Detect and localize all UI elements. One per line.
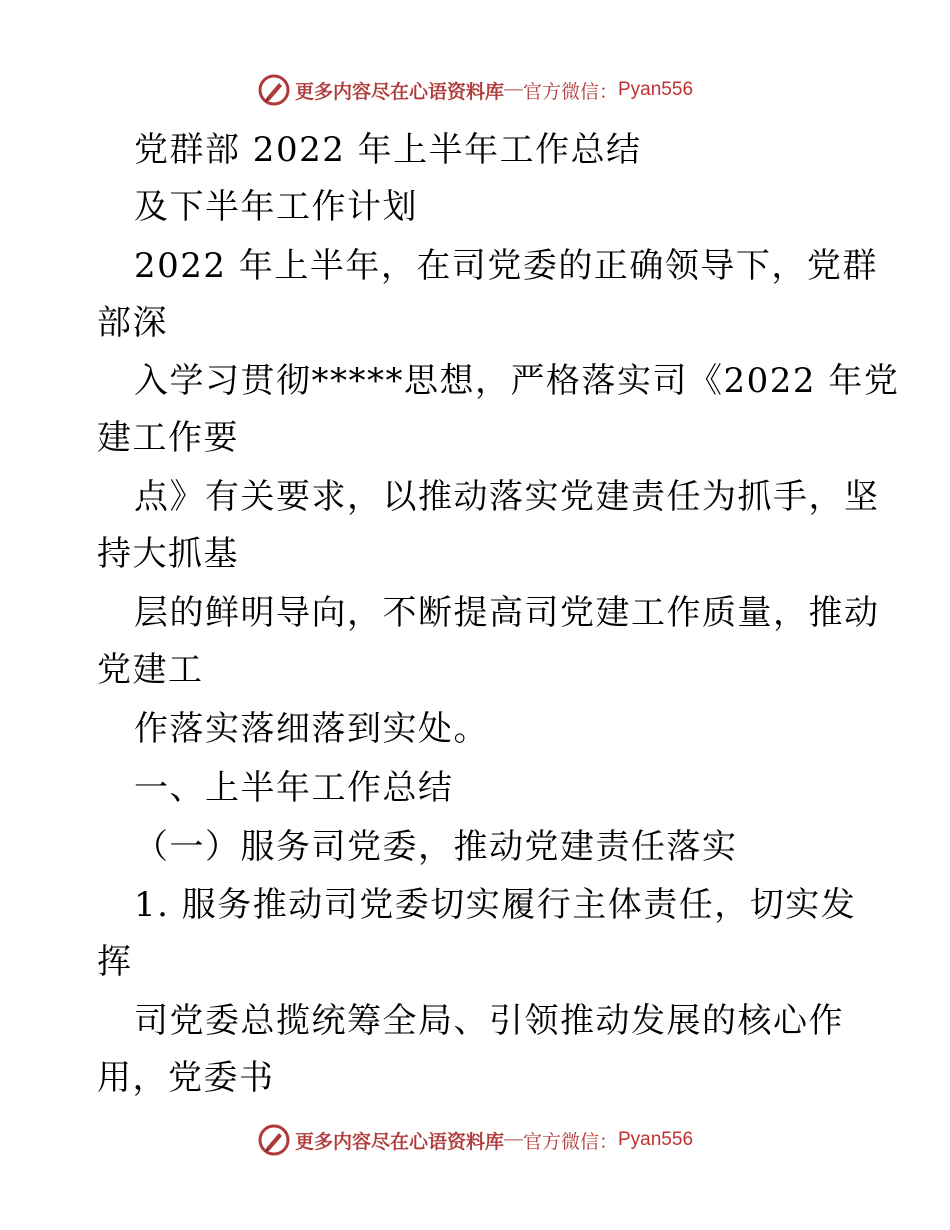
paragraph-line: 1. 服务推动司党委切实履行主体责任，切实发 <box>134 885 857 925</box>
paragraph-line: 建工作要 <box>97 418 239 458</box>
watermark-official-label: 官方微信： <box>522 1130 618 1153</box>
pen-logo-icon <box>257 73 291 107</box>
paragraph-line: 司党委总揽统筹全局、引领推动发展的核心作 <box>134 1001 844 1041</box>
watermark-official-label: 官方微信： <box>522 80 618 103</box>
paragraph-line: 用，党委书 <box>97 1058 275 1098</box>
paragraph-line: 2022 年上半年，在司党委的正确领导下，党群 <box>134 246 878 286</box>
watermark-wechat-id: Pyan556 <box>618 79 694 100</box>
watermark-dash: — <box>503 79 523 100</box>
footer-watermark-banner <box>0 1120 950 1160</box>
paragraph-line: 作落实落细落到实处。 <box>134 709 489 749</box>
paragraph-line: 党建工 <box>97 650 204 690</box>
watermark-wechat-id: Pyan556 <box>618 1129 694 1150</box>
paragraph-line: 点》有关要求，以推动落实党建责任为抓手，坚 <box>134 477 880 517</box>
watermark-brand-text: 更多内容尽在心语资料库 <box>294 80 504 103</box>
paragraph-line: 持大抓基 <box>97 534 239 574</box>
paragraph-line: 入学习贯彻*****思想，严格落实司《2022 年党 <box>134 361 900 401</box>
watermark-brand-text: 更多内容尽在心语资料库 <box>294 1130 504 1153</box>
pen-logo-icon <box>257 1123 291 1157</box>
subsection-heading: （一）服务司党委，推动党建责任落实 <box>134 827 738 867</box>
document-title-line-1: 党群部 2022 年上半年工作总结 <box>134 130 642 170</box>
paragraph-line: 层的鲜明导向，不断提高司党建工作质量，推动 <box>134 593 880 633</box>
paragraph-line: 部深 <box>97 303 168 343</box>
paragraph-line: 挥 <box>97 942 133 982</box>
section-heading: 一、上半年工作总结 <box>134 768 454 808</box>
watermark-dash: — <box>503 1129 523 1150</box>
document-title-line-2: 及下半年工作计划 <box>134 187 418 227</box>
header-watermark-banner <box>0 70 950 110</box>
